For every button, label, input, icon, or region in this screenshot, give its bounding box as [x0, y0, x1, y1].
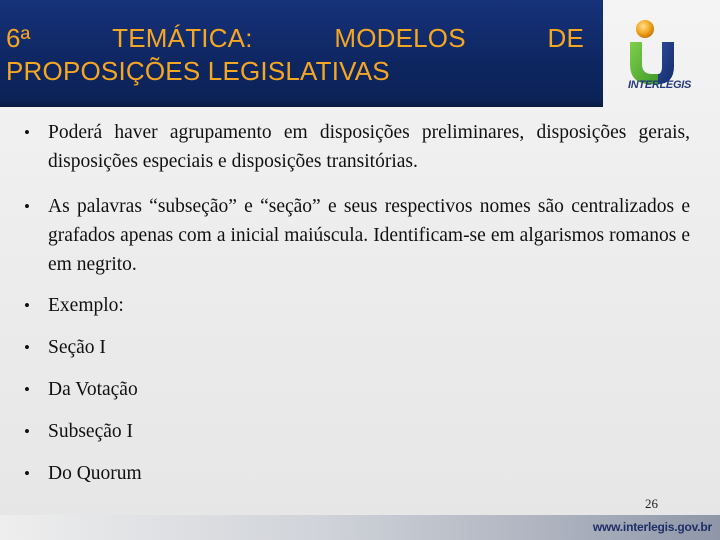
list-item: [22, 291, 690, 320]
bullet-icon: •: [24, 296, 30, 315]
list-item: [22, 459, 690, 488]
title-word-de: DE: [547, 23, 584, 53]
bullet-icon: •: [24, 464, 30, 483]
title-line-1: [6, 22, 584, 55]
list-item-text: Subseção I: [48, 421, 134, 442]
list-item-text: Seção I: [48, 337, 106, 358]
list-item: [22, 333, 690, 362]
list-item: [22, 192, 690, 279]
list-item: [22, 118, 690, 176]
list-item: [22, 375, 690, 404]
list-item-text: Da Votação: [48, 379, 138, 400]
title-word-tematica: TEMÁTICA:: [112, 23, 253, 53]
list-item-text: Do Quorum: [48, 463, 142, 484]
bullet-icon: •: [24, 422, 30, 441]
title-word-modelos: MODELOS: [334, 23, 466, 53]
title-word-ordinal: 6ª: [6, 23, 31, 53]
bullet-icon: •: [24, 380, 30, 399]
bullet-list: [22, 118, 690, 488]
bullet-icon: •: [24, 123, 30, 142]
list-item-text: Exemplo:: [48, 295, 124, 316]
footer-bar: [0, 515, 720, 540]
list-item: [22, 417, 690, 446]
page-number: 26: [645, 496, 658, 511]
slide-title: [6, 22, 584, 88]
logo-caption: INTERLEGIS: [628, 79, 692, 91]
header-band: [0, 0, 603, 107]
bullet-icon: •: [24, 197, 30, 216]
bullet-icon: •: [24, 338, 30, 357]
list-item-text: As palavras “subseção” e “seção” e seus respectivos nomes são centralizados e grafados apenas com a inicial maiúscula. Identificam-se em algarismos romanos e em negrito.: [48, 196, 690, 275]
footer-url-link[interactable]: www.interlegis.gov.br: [592, 520, 712, 534]
list-item-text: Poderá haver agrupamento em disposições preliminares, disposições gerais, disposições especiais e disposições transitórias.: [48, 122, 690, 172]
title-line-2: PROPOSIÇÕES LEGISLATIVAS: [6, 56, 390, 86]
